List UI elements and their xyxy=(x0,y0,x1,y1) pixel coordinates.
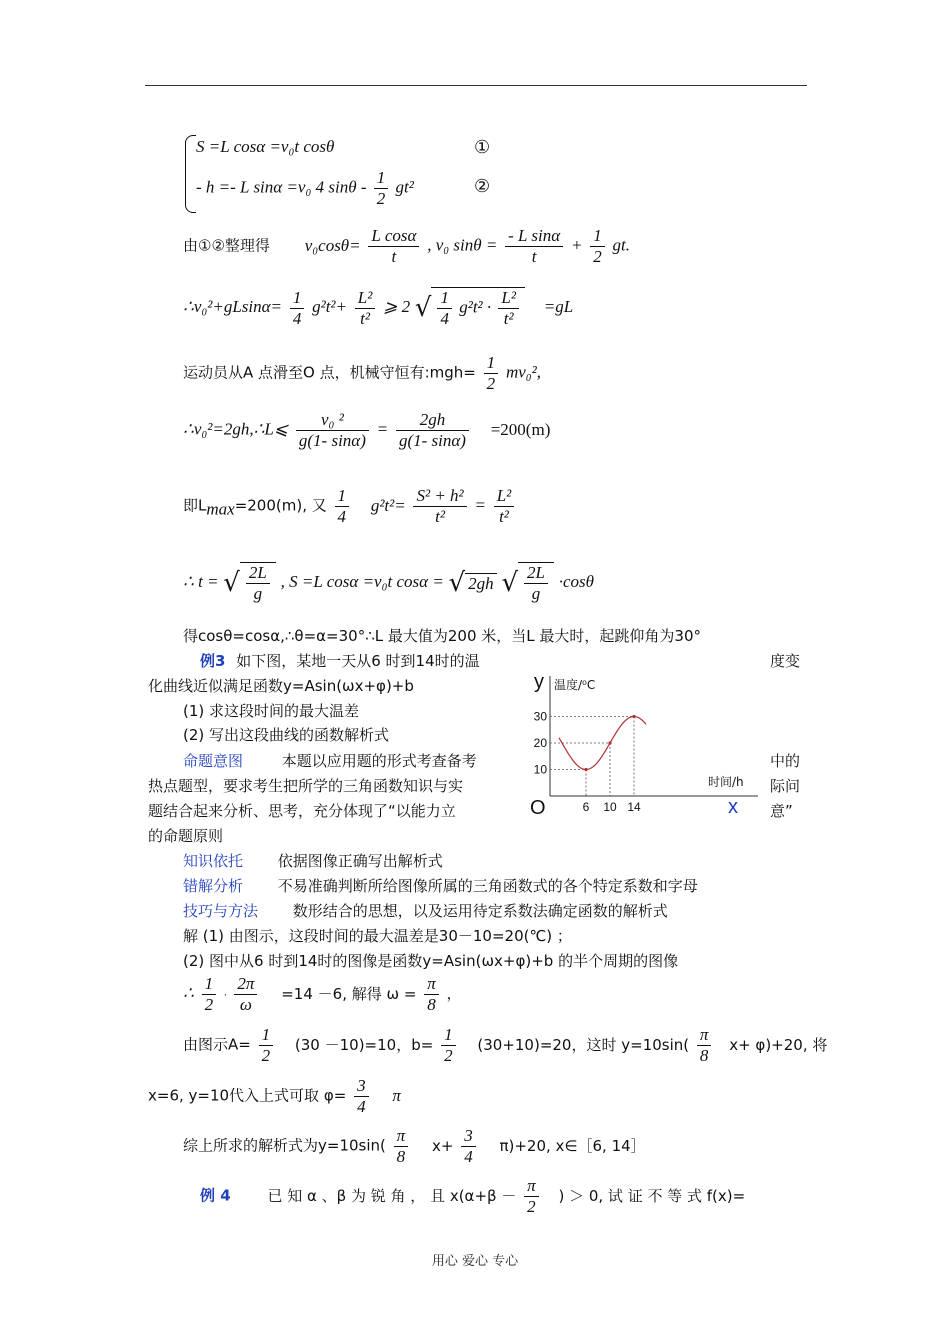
skill-method: 技巧与方法 数形结合的思想，以及运用待定系数法确定函数的解析式 xyxy=(183,902,668,920)
y-tick-label: 10 xyxy=(533,762,547,777)
equation-1: S =L cosα =v₀t cosθ xyxy=(196,137,335,156)
intent-line-a: 命题意图 本题以应用题的形式考查备考 xyxy=(183,752,477,770)
y-tick-label: 20 xyxy=(533,736,547,750)
derivation-line-4: ∴v₀²=2gh,∴L⩽ $\frac{\text{v₀ ²}}{g(1- \sin\alpha)}$ = $\frac{2gh}{g(1- \sin\alpha)}$ =200(m) xyxy=(183,410,551,450)
system-brace xyxy=(185,135,196,213)
example-3-line-1: 例3 如下图，某地一天从6 时到14时的温 xyxy=(200,652,480,670)
y-axis-label: 温度/⁰C xyxy=(554,678,596,692)
solution-5: x=6, y=10代入上式可取 φ= $\frac{3}{4}$ π xyxy=(148,1076,401,1116)
question-2: (2) 写出这段曲线的函数解析式 xyxy=(183,726,390,744)
intent-line-c: 题结合起来分析、思考，充分体现了“以能力立 xyxy=(148,802,456,820)
radical-sign: √ xyxy=(448,568,466,598)
x-axis-letter: x xyxy=(728,796,738,818)
intent-line-b-right: 际问 xyxy=(770,777,801,795)
intent-line-c-right: 意” xyxy=(770,802,793,820)
solution-4: 由图示A= $\frac{1}{2}$ (30 －10)=10，b= $\frac{1}{2}$ (30+10)=20，这时 y=10sin( $\frac{\pi}{8}$ x+ φ)+20, 将 xyxy=(183,1025,828,1065)
y-tick-label: 30 xyxy=(533,709,547,724)
example-4: 例 4 已 知 α 、β 为 锐 角 ， 且 x(α+β － $\frac{\pi}{2}$ ) ＞ 0, 试 证 不 等 式 f(x)= xyxy=(200,1176,746,1216)
solution-6: 综上所求的解析式为y=10sin( $\frac{\pi}{8}$ x+ $\frac{3}{4}$ π)+20, x∈［6, 14］ xyxy=(183,1126,646,1166)
page-footer: 用心 爱心 专心 xyxy=(431,1254,519,1269)
intent-line-a-right: 中的 xyxy=(770,752,801,770)
conclusion-line: 得cosθ=cosα,∴θ=α=30°∴L 最大值为200 米，当L 最大时，起跳仰角为30° xyxy=(183,627,701,645)
x-tick-label: 14 xyxy=(627,800,641,814)
knowledge-basis: 知识依托 依据图像正确写出解析式 xyxy=(183,852,443,870)
question-1: (1) 求这段时间的最大温差 xyxy=(183,702,360,720)
radical-sign: √ xyxy=(501,568,519,598)
solution-2: (2) 图中从6 时到14时的图像是函数y=Asin(ωx+φ)+b 的半个周期的图像 xyxy=(183,952,679,970)
temperature-chart xyxy=(528,668,768,820)
radical-sign: √ xyxy=(223,568,240,598)
solution-1: 解 (1) 由图示，这段时间的最大温差是30－10=20(℃) ； xyxy=(183,927,572,945)
derivation-line-5: 即$L_{max}=200(m)$, 又 $\frac{1}{4}$ g²t²= $\frac{\text{S² + h²}}{\text{t²}}$ = $\frac{\text{L²}}{\text{t²}}$ xyxy=(183,486,517,527)
origin-label: O xyxy=(530,797,546,819)
example-3-line-2: 化曲线近似满足函数y=Asin(ωx+φ)+b xyxy=(148,677,414,695)
equation-1-mark: ① xyxy=(474,137,491,158)
equation-2: - h =- L sinα =v₀ 4 sinθ - $\frac{1}{2}$ gt² xyxy=(196,168,414,208)
derivation-line-6: ∴ t = √ $\frac{2L}{g}$ , S =L cosα =v₀t cosα = √ 2gh √ $\frac{2L}{g}$ ·cosθ xyxy=(183,563,595,603)
equation-2-mark: ② xyxy=(474,176,491,197)
derivation-line-3: 运动员从A 点滑至O 点，机械守恒有:mgh= $\frac{1}{2}$ mv₀², xyxy=(183,353,542,393)
header-rule xyxy=(145,85,807,86)
derivation-line-2: ∴v₀²+gLsinα= $\frac{1}{4}$ g²t²+ $\frac{\text{L²}}{\text{t²}}$ ⩾ 2 √ $\frac{1}{4}$ g²t² · $\frac{\text{L²}}{\text{t²}}$ =gL xyxy=(183,287,574,328)
derivation-line-1: 由①②整理得 v₀cosθ= $\frac{\text{L cosα}}{t}$ , v₀ sinθ = $\frac{\text{- L sinα}}{t}$ + $\frac{1}{2}$ gt. xyxy=(183,226,630,266)
intent-line-b: 热点题型，要求考生把所学的三角函数知识与实 xyxy=(148,777,464,795)
radical-sign: √ xyxy=(414,293,432,323)
x-tick-label: 6 xyxy=(582,800,590,814)
error-analysis: 错解分析 不易准确判断所给图像所属的三角函数式的各个特定系数和字母 xyxy=(183,877,698,895)
solution-3: ∴ $\frac{1}{2}$ · $\frac{2\pi}{\omega}$ =14 －6, 解得 ω = $\frac{\pi}{8}$ ， xyxy=(183,974,462,1014)
example-3-line-1-right: 度变 xyxy=(770,652,801,670)
y-axis-letter: y xyxy=(534,671,544,693)
x-axis-label: 时间/h xyxy=(708,775,744,789)
x-tick-label: 10 xyxy=(603,800,617,814)
intent-line-d: 的命题原则 xyxy=(148,827,224,845)
